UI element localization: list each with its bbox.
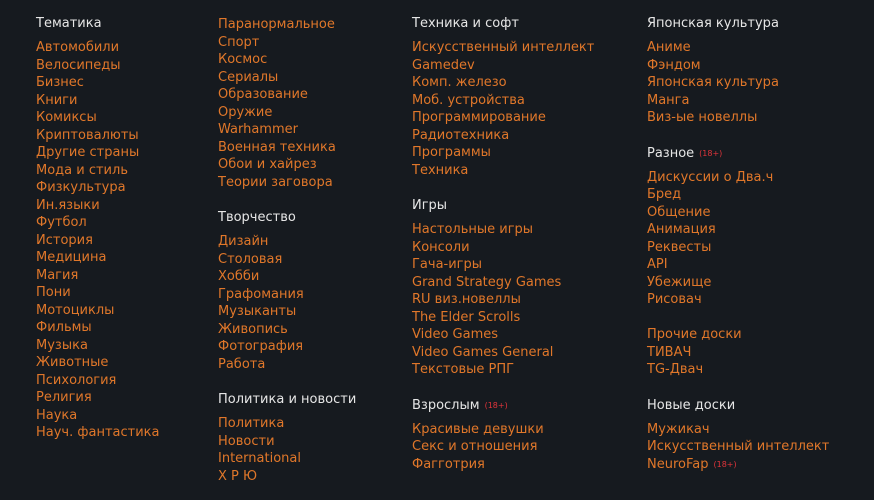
board-list-misc [647, 169, 829, 379]
section-heading-politics: Политика и новости [218, 392, 357, 407]
board-link[interactable]: Gamedev [412, 57, 475, 73]
board-link[interactable]: Футбол [36, 215, 87, 230]
age-badge: (18+) [484, 400, 508, 410]
board-link[interactable]: Х Р Ю [218, 468, 258, 484]
board-link[interactable]: Живопись [218, 321, 288, 337]
board-link[interactable]: TG-Двач [647, 362, 704, 377]
board-link[interactable]: Фагготрия [412, 456, 485, 472]
board-link[interactable]: Теории заговора [218, 174, 333, 190]
board-link[interactable]: Текстовые РПГ [412, 362, 515, 377]
board-link[interactable]: Манга [647, 92, 690, 108]
board-link[interactable]: Спорт [218, 34, 260, 50]
board-link[interactable]: RU виз.новеллы [412, 292, 521, 307]
board-link[interactable]: Убежище [647, 274, 712, 290]
board-link[interactable]: Новости [218, 433, 275, 449]
board-list-japanese [647, 39, 829, 127]
section-heading-misc-label: Разное [647, 145, 695, 161]
board-link[interactable]: Реквесты [647, 239, 712, 255]
board-link[interactable]: Хобби [218, 269, 260, 284]
board-link[interactable]: Искусственный интеллект [412, 40, 595, 55]
board-list-games [412, 221, 594, 379]
board-link-neurofap[interactable] [647, 456, 829, 474]
board-link[interactable]: Мода и стиль [36, 162, 128, 178]
board-link[interactable]: Video Games General [412, 344, 554, 360]
section-heading-thematics: Тематика [36, 16, 102, 31]
board-link[interactable]: Консоли [412, 239, 470, 255]
board-link[interactable]: Животные [36, 355, 109, 370]
board-link[interactable]: Обои и хайрез [218, 157, 317, 172]
board-link[interactable]: История [36, 232, 93, 248]
board-link[interactable]: Бизнес [36, 75, 84, 90]
board-link[interactable]: Наука [36, 407, 78, 423]
section-heading-tech: Техника и софт [412, 16, 519, 31]
board-link[interactable]: Виз-ые новеллы [647, 110, 758, 125]
board-link[interactable]: Космос [218, 52, 268, 67]
board-link[interactable]: Аниме [647, 40, 691, 55]
board-link[interactable]: Мотоциклы [36, 302, 115, 318]
board-link[interactable]: Техника [412, 162, 469, 178]
board-link[interactable]: Моб. устройства [412, 92, 525, 108]
board-link[interactable]: International [218, 451, 301, 466]
board-link[interactable]: Фильмы [36, 320, 92, 335]
board-link[interactable]: Программирование [412, 110, 546, 125]
section-heading-adult [412, 396, 594, 416]
section-heading-new-boards: Новые доски [647, 397, 736, 413]
board-link[interactable]: Прочие доски [647, 327, 742, 342]
board-link[interactable]: Ин.языки [36, 197, 100, 213]
board-column-4 [647, 14, 829, 473]
board-link[interactable]: Секс и отношения [412, 439, 538, 454]
board-column-2 [218, 14, 356, 485]
board-link[interactable]: Книги [36, 92, 78, 108]
board-link[interactable]: Дизайн [218, 234, 269, 249]
board-link[interactable]: Настольные игры [412, 222, 534, 237]
section-heading-japanese: Японская культура [647, 16, 779, 31]
board-link[interactable]: Автомобили [36, 40, 120, 55]
board-link[interactable]: Военная техника [218, 139, 336, 155]
board-link[interactable]: Общение [647, 204, 711, 220]
board-link[interactable]: Медицина [36, 250, 107, 265]
board-link[interactable]: Музыканты [218, 304, 297, 319]
board-link[interactable]: Комиксы [36, 110, 97, 125]
board-column-3 [412, 14, 594, 473]
board-link[interactable]: Бред [647, 187, 682, 202]
board-link[interactable]: Сериалы [218, 69, 279, 85]
board-column-1 [36, 14, 160, 442]
board-link[interactable]: Искусственный интеллект [647, 439, 830, 454]
board-link[interactable]: ТИВАЧ [647, 344, 692, 360]
board-link[interactable]: Программы [412, 145, 491, 160]
board-link[interactable]: Оружие [218, 104, 273, 120]
board-link[interactable]: Графомания [218, 286, 304, 302]
board-link[interactable]: The Elder Scrolls [412, 309, 521, 325]
age-badge: (18+) [699, 148, 723, 158]
section-heading-games: Игры [412, 198, 448, 213]
board-link[interactable]: Video Games [412, 327, 499, 342]
board-link[interactable]: Гача-игры [412, 257, 483, 272]
board-link[interactable]: Фотография [218, 339, 304, 354]
section-heading-adult-label: Взрослым [412, 397, 480, 413]
board-link[interactable]: Столовая [218, 251, 283, 267]
board-link[interactable]: Мужикач [647, 421, 710, 437]
section-heading-misc [647, 144, 829, 164]
board-link[interactable]: API [647, 257, 668, 272]
board-link[interactable]: Политика [218, 416, 285, 431]
board-link[interactable]: Японская культура [647, 75, 779, 90]
board-link[interactable]: Grand Strategy Games [412, 274, 562, 290]
board-link[interactable]: Пони [36, 285, 71, 300]
board-list-thematics-continued [218, 16, 356, 191]
board-link[interactable]: Другие страны [36, 145, 140, 160]
board-link[interactable]: Радиотехника [412, 127, 510, 143]
board-link[interactable]: Криптовалюты [36, 127, 139, 143]
board-link[interactable]: Комп. железо [412, 75, 507, 90]
board-list-thematics [36, 39, 160, 442]
board-link[interactable]: Работа [218, 356, 266, 372]
board-list-politics [218, 415, 356, 485]
board-link[interactable]: Психология [36, 372, 117, 388]
board-link[interactable]: Рисовач [647, 292, 702, 307]
board-link[interactable]: Велосипеды [36, 57, 121, 73]
board-link[interactable]: Религия [36, 390, 92, 405]
board-link[interactable]: Дискуссии о Два.ч [647, 169, 774, 185]
board-link[interactable]: Анимация [647, 222, 716, 237]
board-list-new-boards [647, 421, 829, 474]
age-badge: (18+) [713, 459, 737, 469]
board-link[interactable]: Магия [36, 267, 79, 283]
board-link[interactable]: Фэндом [647, 57, 701, 73]
board-link[interactable]: Науч. фантастика [36, 425, 160, 440]
board-link[interactable]: Паранормальное [218, 17, 335, 32]
board-link-label: NeuroFap [647, 456, 709, 472]
board-list-creativity [218, 233, 356, 373]
board-link[interactable]: Физкультура [36, 180, 126, 195]
board-link[interactable]: Музыка [36, 337, 88, 353]
board-link[interactable]: Образование [218, 87, 308, 102]
board-link[interactable]: Красивые девушки [412, 421, 544, 437]
board-link[interactable]: Warhammer [218, 122, 298, 137]
section-heading-creativity: Творчество [218, 210, 296, 225]
board-list-tech [412, 39, 594, 179]
board-list-adult [412, 421, 594, 474]
